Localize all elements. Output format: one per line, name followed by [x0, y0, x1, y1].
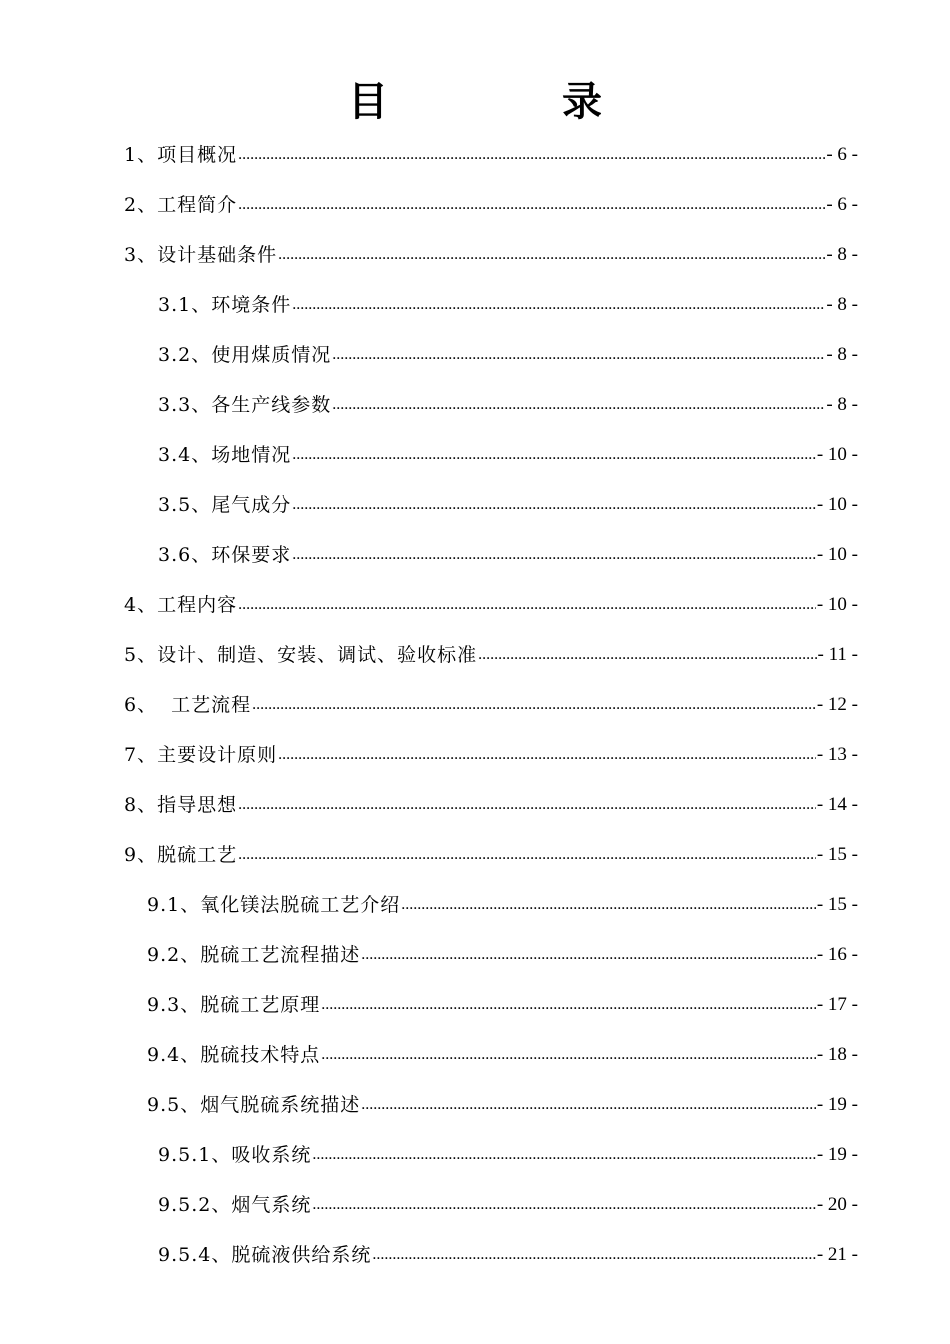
- toc-entry[interactable]: [158, 338, 858, 368]
- toc-page-number: - 14 -: [816, 794, 858, 815]
- toc-dot-leader: [361, 1092, 816, 1118]
- toc-entry[interactable]: [158, 538, 858, 568]
- toc-page-number: - 19 -: [816, 1144, 858, 1165]
- toc-entry[interactable]: [158, 438, 858, 468]
- toc-dot-leader: [321, 1042, 816, 1068]
- toc-page-number: - 11 -: [817, 644, 858, 665]
- toc-entry[interactable]: [147, 1038, 858, 1068]
- toc-dot-leader: [312, 1192, 815, 1218]
- toc-entry[interactable]: [124, 638, 858, 668]
- toc-page-number: - 6 -: [826, 144, 858, 165]
- toc-entry[interactable]: [158, 1238, 858, 1268]
- toc-page-number: - 6 -: [826, 194, 858, 215]
- toc-dot-leader: [252, 692, 816, 718]
- toc-page-number: - 8 -: [826, 344, 858, 365]
- toc-dot-leader: [312, 1142, 815, 1168]
- toc-entry-title: 9.5.4、脱硫液供给系统: [158, 1244, 372, 1266]
- toc-dot-leader: [238, 592, 816, 618]
- toc-entry[interactable]: [124, 238, 858, 268]
- toc-page-number: - 18 -: [816, 1044, 858, 1065]
- toc-entry[interactable]: [147, 938, 858, 968]
- toc-entry-title: 9、脱硫工艺: [124, 844, 238, 866]
- toc-entry-title: 8、指导思想: [124, 794, 238, 816]
- toc-entry-title: 3、设计基础条件: [124, 244, 278, 266]
- toc-dot-leader: [292, 442, 816, 468]
- toc-dot-leader: [292, 542, 816, 568]
- toc-dot-leader: [292, 492, 816, 518]
- toc-entry-title: 3.3、各生产线参数: [158, 394, 332, 416]
- toc-entry-title: 9.5.2、烟气系统: [158, 1194, 312, 1216]
- toc-dot-leader: [332, 342, 825, 368]
- toc-entry[interactable]: [158, 1188, 858, 1218]
- toc-entry[interactable]: [124, 138, 858, 168]
- toc-page-number: - 8 -: [826, 294, 858, 315]
- toc-entry-title: 3.2、使用煤质情况: [158, 344, 332, 366]
- toc-page-number: - 10 -: [816, 494, 858, 515]
- toc-page-number: - 21 -: [816, 1244, 858, 1265]
- toc-entry[interactable]: [124, 688, 858, 718]
- toc-page-number: - 15 -: [816, 844, 858, 865]
- toc-page-number: - 19 -: [816, 1094, 858, 1115]
- toc-entry[interactable]: [124, 788, 858, 818]
- toc-entry-title: 7、主要设计原则: [124, 744, 278, 766]
- toc-entry[interactable]: [124, 838, 858, 868]
- toc-page-number: - 12 -: [816, 694, 858, 715]
- toc-entry[interactable]: [124, 588, 858, 618]
- toc-dot-leader: [401, 892, 816, 918]
- toc-dot-leader: [332, 392, 825, 418]
- toc-entry[interactable]: [158, 488, 858, 518]
- toc-entry-title: 5、设计、制造、安装、调试、验收标准: [124, 644, 478, 666]
- toc-entry[interactable]: [124, 188, 858, 218]
- toc-page-number: - 10 -: [816, 444, 858, 465]
- toc-page-number: - 17 -: [816, 994, 858, 1015]
- toc-page-number: - 8 -: [826, 244, 858, 265]
- toc-dot-leader: [292, 292, 825, 318]
- toc-page-number: - 15 -: [816, 894, 858, 915]
- toc-entry-title: 2、工程简介: [124, 194, 238, 216]
- toc-entry[interactable]: [158, 1138, 858, 1168]
- toc-entry[interactable]: [147, 988, 858, 1018]
- page-title: 目 录: [348, 78, 682, 125]
- toc-dot-leader: [278, 242, 825, 268]
- toc-entry[interactable]: [147, 888, 858, 918]
- toc-entry-title: 3.1、环境条件: [158, 294, 292, 316]
- toc-page-number: - 10 -: [816, 544, 858, 565]
- toc-page-number: - 10 -: [816, 594, 858, 615]
- toc-dot-leader: [278, 742, 816, 768]
- toc-dot-leader: [321, 992, 816, 1018]
- toc-entry[interactable]: [147, 1088, 858, 1118]
- toc-entry-title: 9.5、烟气脱硫系统描述: [147, 1094, 361, 1116]
- toc-page-number: - 13 -: [816, 744, 858, 765]
- toc-entry-title: 9.5.1、吸收系统: [158, 1144, 312, 1166]
- toc-page-number: - 8 -: [826, 394, 858, 415]
- toc-dot-leader: [238, 842, 816, 868]
- toc-dot-leader: [372, 1242, 815, 1268]
- toc-dot-leader: [238, 142, 825, 168]
- toc-entry-title: 3.5、尾气成分: [158, 494, 292, 516]
- toc-dot-leader: [238, 792, 816, 818]
- toc-entry-title: 3.6、环保要求: [158, 544, 292, 566]
- toc-entry-title: 4、工程内容: [124, 594, 238, 616]
- toc-entry[interactable]: [158, 288, 858, 318]
- toc-entry-title: 9.1、氧化镁法脱硫工艺介绍: [147, 894, 401, 916]
- toc-page-number: - 16 -: [816, 944, 858, 965]
- toc-entry[interactable]: [124, 738, 858, 768]
- toc-entry-title: 9.4、脱硫技术特点: [147, 1044, 321, 1066]
- toc-entry[interactable]: [158, 388, 858, 418]
- toc-dot-leader: [238, 192, 825, 218]
- toc-dot-leader: [361, 942, 816, 968]
- toc-entry-title: 1、项目概况: [124, 144, 238, 166]
- toc-page-number: - 20 -: [816, 1194, 858, 1215]
- toc-entry-title: 3.4、场地情况: [158, 444, 292, 466]
- toc-dot-leader: [478, 642, 816, 668]
- toc-entry-title: 6、 工艺流程: [124, 694, 252, 716]
- toc-entry-title: 9.2、脱硫工艺流程描述: [147, 944, 361, 966]
- toc-entry-title: 9.3、脱硫工艺原理: [147, 994, 321, 1016]
